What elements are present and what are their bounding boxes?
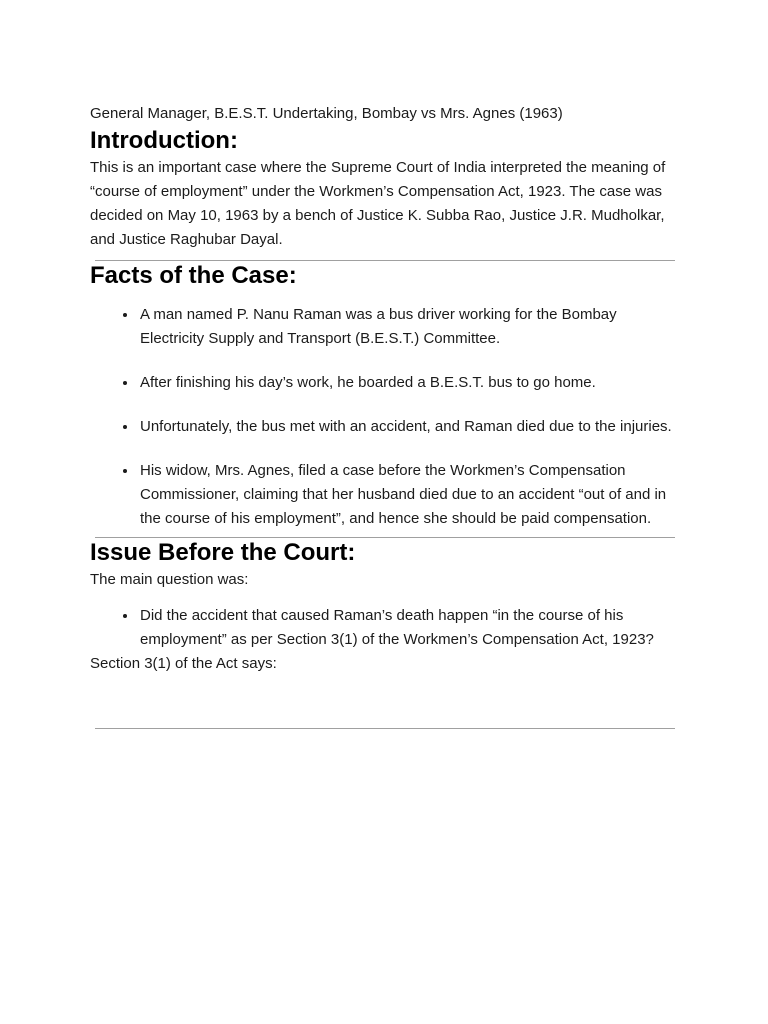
case-title: General Manager, B.E.S.T. Undertaking, Bombay vs Mrs. Agnes (1963) xyxy=(90,105,563,122)
issue-bullet-list xyxy=(90,604,683,652)
section-divider xyxy=(95,728,675,729)
section-introduction xyxy=(90,126,683,252)
facts-bullet-item: • After finishing his day’s work, he boarded a B.E.S.T. bus to go home. xyxy=(138,371,683,395)
facts-bullet-item: • A man named P. Nanu Raman was a bus driver working for the Bombay Electricity Supply and Transport (B.E.S.T.) Committee. xyxy=(138,303,683,351)
introduction-heading: Introduction: xyxy=(90,127,238,154)
section-issue xyxy=(90,538,683,676)
facts-heading: Facts of the Case: xyxy=(90,262,297,289)
issue-lead-text: The main question was: xyxy=(90,571,249,588)
issue-heading: Issue Before the Court: xyxy=(90,539,356,566)
introduction-paragraph: This is an important case where the Supreme Court of India interpreted the meaning of “course of employment” under the Workmen’s Compensation Act, 1923. The case was decided on May 10, 1963 by a bench of Justice K. Subba Rao, Justice J.R. Mudholkar, and Justice Raghubar Dayal. xyxy=(90,159,666,248)
facts-bullet-item: • His widow, Mrs. Agnes, filed a case before the Workmen’s Compensation Commissioner, claiming that her husband died due to an accident “out of and in the course of his employment”, and hence she should be paid compensation. xyxy=(138,459,683,531)
facts-bullet-list xyxy=(90,303,683,531)
section-facts xyxy=(90,261,683,531)
facts-bullet-item: • Unfortunately, the bus met with an accident, and Raman died due to the injuries. xyxy=(138,415,683,439)
issue-footer-text: Section 3(1) of the Act says: xyxy=(90,655,277,672)
issue-bullet-item: • Did the accident that caused Raman’s death happen “in the course of his employment” as per Section 3(1) of the Workmen’s Compensation Act, 1923? xyxy=(138,604,683,652)
